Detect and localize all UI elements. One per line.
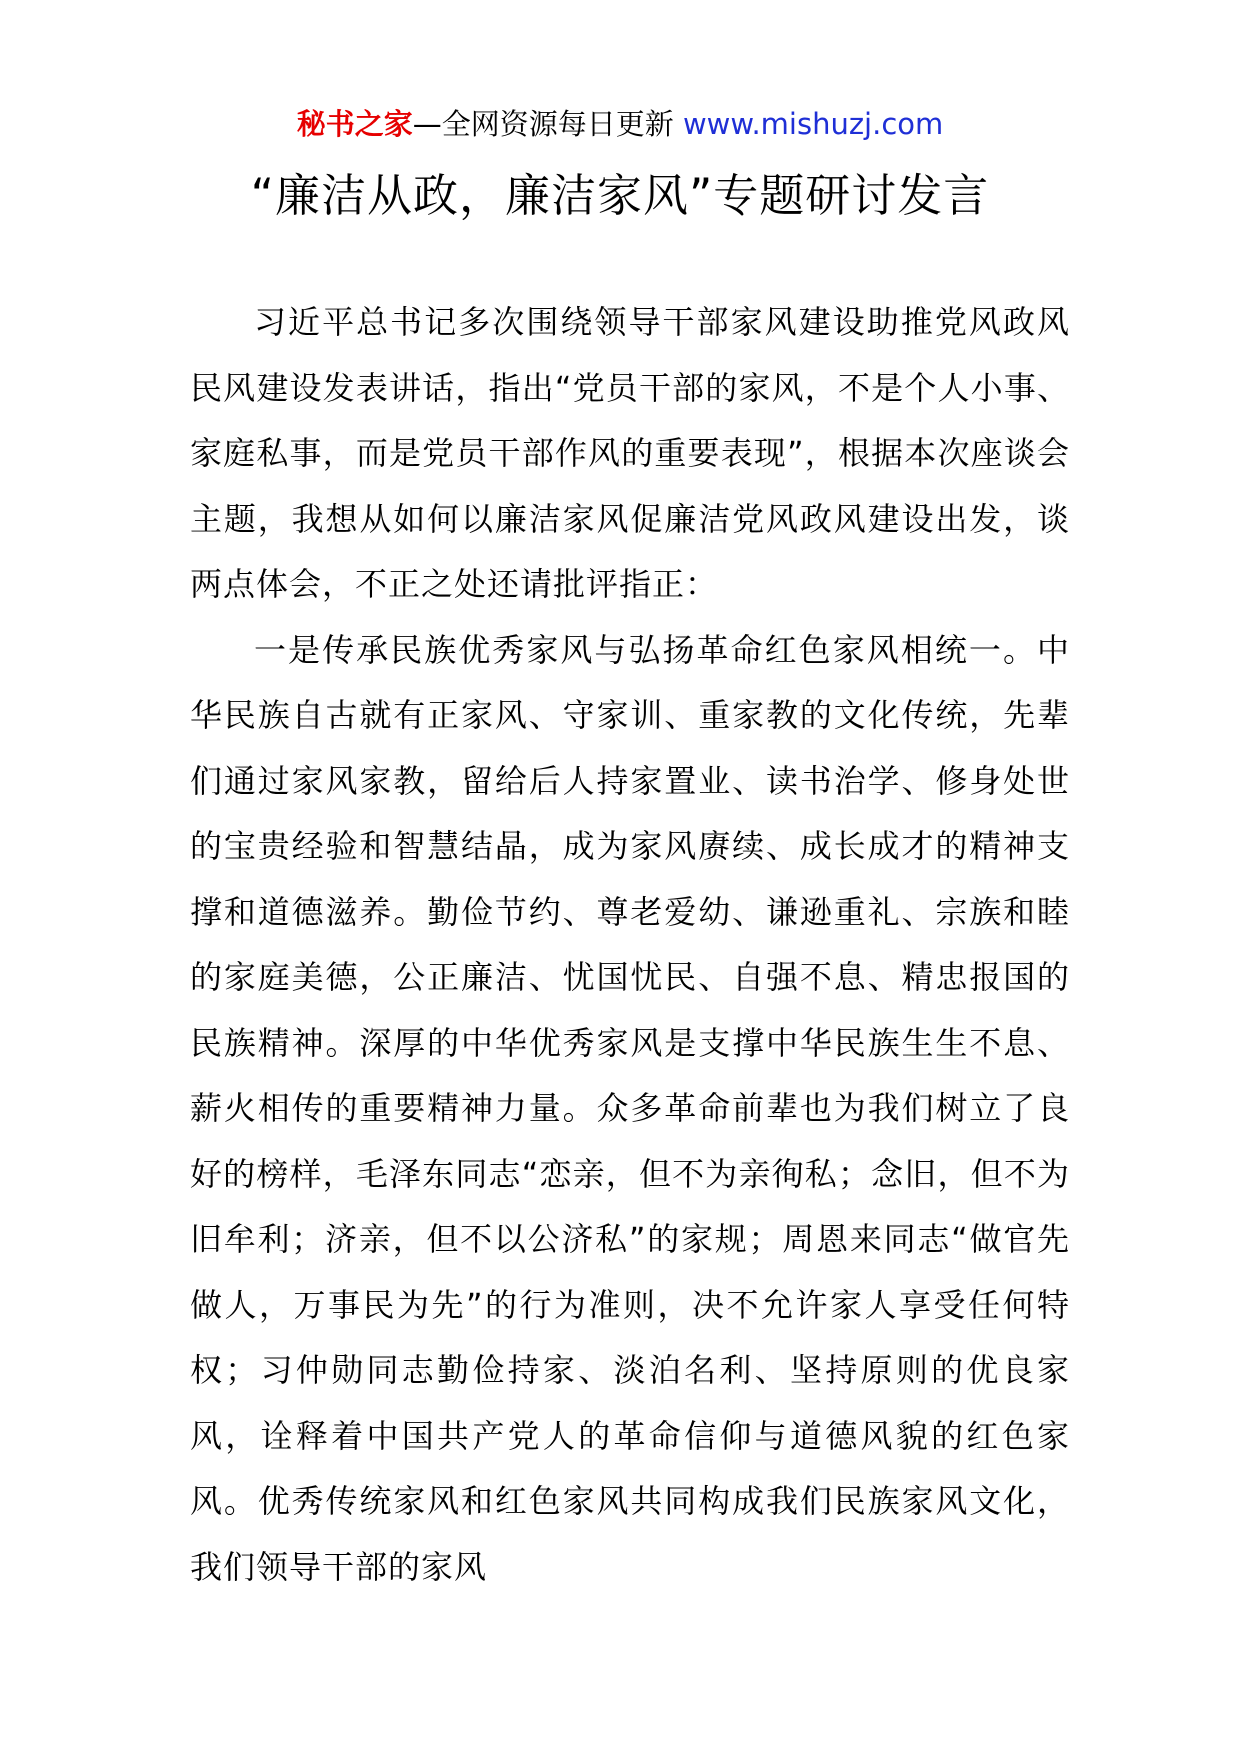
paragraph-point-one: 一是传承民族优秀家风与弘扬革命红色家风相统一。中华民族自古就有正家风、守家训、重家教的文化传统，先辈们通过家风家教，留给后人持家置业、读书治学、修身处世的宝贵经验和智慧结晶，成为家风赓续、成长成才的精神支撑和道德滋养。勤俭节约、尊老爱幼、谦逊重礼、宗族和睦的家庭美德，公正廉洁、忧国忧民、自强不息、精忠报国的民族精神。深厚的中华优秀家风是支撑中华民族生生不息、薪火相传的重要精神力量。众多革命前辈也为我们树立了良好的榜样，毛泽东同志“恋亲，但不为亲徇私；念旧，但不为旧牟利；济亲，但不以公济私”的家规；周恩来同志“做官先做人，万事民为先”的行为准则，决不允许家人享受任何特权；习仲勋同志勤俭持家、淡泊名利、坚持原则的优良家风，诠释着中国共产党人的革命信仰与道德风貌的红色家风。优秀传统家风和红色家风共同构成我们民族家风文化，我们领导干部的家风 — [190, 630, 1070, 1586]
site-url-link[interactable]: www.mishuzj.com — [682, 107, 944, 141]
site-banner — [0, 104, 1240, 144]
document-body — [190, 290, 1070, 1600]
site-tagline: —全网资源每日更新 — [412, 107, 674, 141]
document-title: “廉洁从政，廉洁家风”专题研讨发言 — [250, 169, 990, 222]
site-brand: 秘书之家 — [296, 107, 413, 141]
paragraph-intro: 习近平总书记多次围绕领导干部家风建设助推党风政风民风建设发表讲话，指出“党员干部的家风，不是个人小事、家庭私事，而是党员干部作风的重要表现”，根据本次座谈会主题，我想从如何以廉洁家风促廉洁党风政风建设出发，谈两点体会，不正之处还请批评指正： — [190, 303, 1070, 603]
